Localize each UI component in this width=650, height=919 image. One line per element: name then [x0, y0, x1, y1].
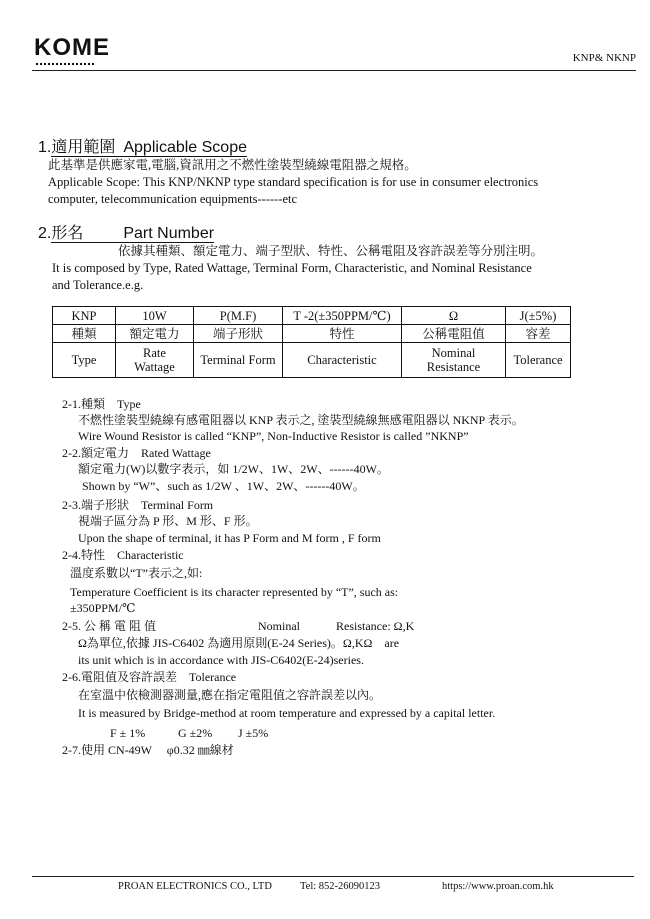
header-divider: [32, 70, 636, 71]
section2-title-zh: 形名: [51, 225, 84, 242]
item-2-7-text: 2-7.使用 CN-49W φ0.32 ㎜線材: [62, 743, 234, 757]
table-cell: Ω: [402, 307, 506, 325]
section1-title: [38, 139, 247, 157]
table-cell: P(M.F): [194, 307, 283, 325]
section1-number: 1.: [38, 139, 52, 156]
table-cell: Characteristic: [283, 343, 402, 378]
table-cell: 容差: [506, 325, 571, 343]
table-cell: 公稱電阻值: [402, 325, 506, 343]
table-cell: 特性: [283, 325, 402, 343]
logo-dots: [35, 62, 96, 66]
item-2-3-text-en: Upon the shape of terminal, it has P Form and M form , F form: [78, 531, 381, 545]
table-cell: J(±5%): [506, 307, 571, 325]
item-2-4-text-zh: 溫度系數以“T”表示之,如:: [70, 566, 203, 580]
table-cell: KNP: [53, 307, 116, 325]
section1-text-zh: 此基準是供應家電,電腦,資訊用之不燃性塗裝型繞線電阻器之規格。: [48, 158, 417, 172]
table-cell: Terminal Form: [194, 343, 283, 378]
section2-title-en: Part Number: [123, 225, 215, 242]
section1-title-zh: 適用範圍: [51, 139, 116, 156]
footer-company: PROAN ELECTRONICS CO., LTD: [118, 881, 272, 892]
item-2-2-heading: 2-2.額定電力 Rated Wattage: [62, 446, 211, 460]
doc-code: KNP& NKNP: [572, 52, 636, 64]
item-2-2-text-zh: 額定電力(W)以數字表示，如 1/2W、1W、2W、------40W。: [78, 462, 389, 476]
section1-text-en-2: computer, telecommunication equipments------etc: [48, 192, 298, 206]
item-2-6-text-en: It is measured by Bridge-method at room temperature and expressed by a capital letter.: [78, 706, 496, 720]
item-2-1-text-en: Wire Wound Resistor is called “KNP”, Non-Inductive Resistor is called ”NKNP”: [78, 429, 469, 443]
item-2-4-heading: 2-4.特性 Characteristic: [62, 548, 184, 562]
table-cell: 種類: [53, 325, 116, 343]
footer-divider: [32, 876, 634, 877]
item-2-5-heading-en-a: Nominal: [258, 619, 300, 633]
item-2-5-text-en: its unit which is in accordance with JIS-C6402(E-24)series.: [78, 653, 364, 667]
item-2-5-heading-zh: 2-5. 公 稱 電 阻 值: [62, 619, 156, 633]
section2-text-en-1: It is composed by Type, Rated Wattage, Terminal Form, Characteristic, and Nominal Resistance: [52, 261, 532, 275]
section1-text-en-1: Applicable Scope: This KNP/NKNP type standard specification is for use in consumer electronics: [48, 175, 539, 189]
part-number-table: [52, 306, 571, 378]
item-2-4-text-en-1: Temperature Coefficient is its character represented by “T”, such as:: [70, 585, 399, 599]
tolerance-f: F ± 1%: [110, 726, 146, 740]
footer-url[interactable]: https://www.proan.com.hk: [442, 881, 554, 892]
table-cell: Type: [53, 343, 116, 378]
section2-text-zh: 依據其種類、額定電力、端子型狀、特性、公稱電阻及容許誤差等分別注明。: [118, 244, 544, 258]
section2-title: [38, 225, 214, 243]
item-2-3-heading: 2-3.端子形狀 Terminal Form: [62, 498, 214, 512]
table-cell: 額定電力: [116, 325, 194, 343]
item-2-3-text-zh: 視端子區分為 P 形、M 形、F 形。: [78, 514, 258, 528]
tolerance-j: J ±5%: [238, 726, 269, 740]
table-row: [53, 343, 571, 378]
company-logo: KOME: [34, 34, 110, 61]
section1-title-en: Applicable Scope: [123, 139, 247, 156]
item-2-6-text-zh: 在室溫中依檢測器測量,應在指定電阻值之容許誤差以內。: [78, 688, 382, 702]
section2-text-en-2: and Tolerance.e.g.: [52, 278, 144, 292]
table-cell: Rate Wattage: [116, 343, 194, 378]
item-2-1-text-zh: 不燃性塗裝型繞線有感電阻器以 KNP 表示之, 塗裝型繞線無感電阻器以 NKNP 表示。: [78, 413, 524, 427]
item-2-4-text-en-2: ±350PPM/℃: [70, 601, 136, 615]
item-2-6-heading: 2-6.電阻值及容許誤差 Tolerance: [62, 670, 237, 684]
table-row: [53, 325, 571, 343]
item-2-2-text-en: Shown by “W”、such as 1/2W 、1W、2W、------40W。: [82, 479, 365, 493]
table-cell: T -2(±350PPM/℃): [283, 307, 402, 325]
footer-tel: Tel: 852-26090123: [300, 881, 381, 892]
tolerance-g: G ±2%: [178, 726, 213, 740]
table-row: [53, 307, 571, 325]
item-2-5-text-zh: Ω為單位,依據 JIS-C6402 為適用原則(E-24 Series)。Ω,KΩ are: [78, 636, 400, 650]
table-cell: Nominal Resistance: [402, 343, 506, 378]
section2-number: 2.: [38, 225, 52, 242]
item-2-1-heading: 2-1.種類 Type: [62, 397, 141, 411]
table-cell: Tolerance: [506, 343, 571, 378]
table-cell: 端子形狀: [194, 325, 283, 343]
item-2-5-heading-en-b: Resistance: Ω,K: [336, 619, 415, 633]
table-cell: 10W: [116, 307, 194, 325]
